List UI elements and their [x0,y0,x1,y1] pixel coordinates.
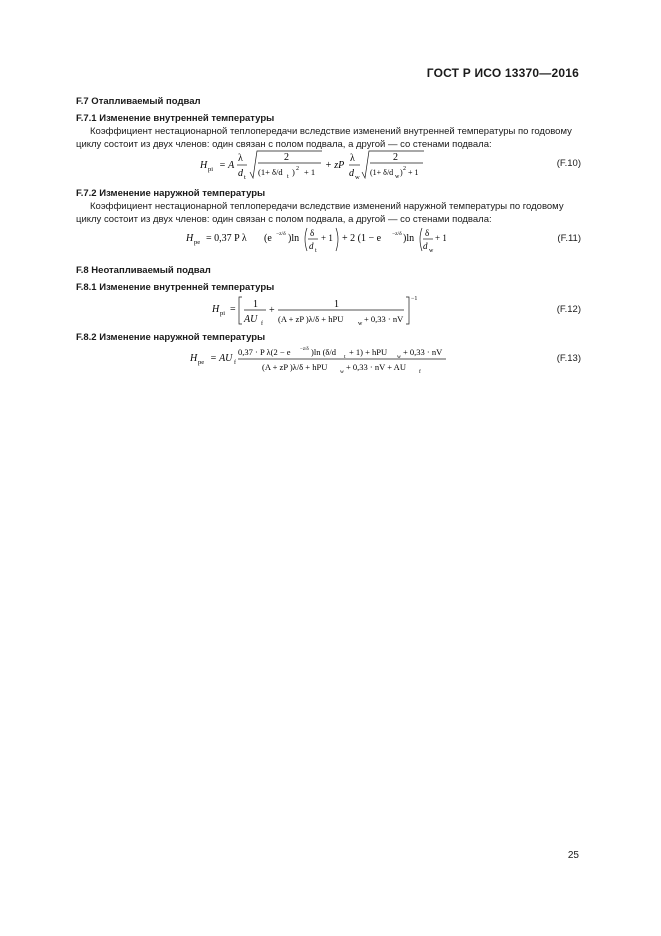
f12-bracket-l [239,297,242,324]
f13-num-mid: )ln (δ/d [311,347,337,357]
f10-sq-2: 2 [403,166,406,172]
f12-den-a-sub: f [261,321,263,327]
f10-den2-sub: w [395,174,400,180]
f13-num-sub2: w [397,354,401,360]
f13-num-end: + 0,33 · nV [403,347,443,357]
section-f71-text: Коэффициент нестационарной теплопередачи вследствие изменений внутренней температуры по годовому циклу состоит из двух членов: один связан с полом подвала, а другой — со стенами подвала: [76,126,572,150]
equation-number-f12: (F.12) [556,304,581,315]
f10-den1-sub: t [287,174,289,180]
f13-den-sub2: f [419,369,421,375]
section-f82-title: F.8.2 Изменение наружной температуры [76,332,266,343]
f13-num-sup: −z/δ [300,347,309,352]
f11-lhs: H [186,233,194,244]
f13-t1: = AU [210,353,233,364]
f13-lhs-sub: pe [198,359,205,366]
f13-num-tail: + 1) + hPU [349,347,388,357]
f11-paren-l1 [305,228,307,251]
f10-two-2: 2 [393,152,398,163]
f13-lhs: H [190,353,198,364]
f12-lhs-sub: pi [220,310,226,317]
f10-d1: d [238,168,243,179]
f12-pow: −1 [411,296,418,302]
formula-f11 [186,224,446,263]
f12-plus: + [269,305,275,316]
f11-delta-1: δ [310,228,315,238]
f12-bracket-r [406,297,409,324]
f12-den-b: (A + zP )λ/δ + hPU [278,314,344,324]
f10-den1-tail: ) [292,167,295,177]
f10-den2: (1+ δ/d [370,168,394,177]
f13-den-sub: w [340,369,344,375]
section-f72-text: Коэффициент нестационарной теплопередачи вследствие изменений наружной температуры по годовому циклу состоит из двух членов: один связан с полом подвала, а другой — со стенами подвала: [76,201,564,225]
f10-lambda-1: λ [238,153,243,164]
formula-f11-svg [186,224,446,260]
equation-number-f10: (F.10) [556,158,581,169]
f11-ln1: )ln [288,233,300,244]
f10-t1: = A [219,160,235,171]
f11-delta-2: δ [425,228,430,238]
f11-paren-l2 [420,228,422,251]
f13-t1-sub: f [234,360,236,366]
equation-number-f13: (F.13) [556,353,581,364]
f13-den: (A + zP )λ/δ + hPU [262,362,328,372]
f12-den-b-sub: w [358,321,363,327]
f11-ln2: )ln [403,233,415,244]
f11-dw: d [423,241,428,251]
f11-dw-sub: w [429,248,434,254]
f10-lhs-sub: pi [208,166,214,173]
section-f7-title: F.7 Отапливаемый подвал [76,96,201,107]
f12-eq: = [230,304,236,315]
formula-f10-svg [200,148,440,188]
f10-sq-1: 2 [296,166,299,172]
f11-dt: d [309,241,314,251]
f10-den1: (1+ δ/d [258,167,283,177]
f11-exp1-sup: −z/δ [276,231,286,237]
f12-one-2: 1 [334,299,339,310]
f10-d1-sub: t [244,174,246,181]
f12-den-a: AU [244,314,258,325]
f10-dw: d [349,168,354,179]
f10-den2-tail: ) [400,168,403,177]
section-f72-title: F.7.2 Изменение наружной температуры [76,188,266,199]
f11-exp1: (e [264,233,272,244]
f11-dt-sub: t [315,248,317,254]
f11-lhs-sub: pe [194,239,201,246]
f12-one-1: 1 [253,299,258,310]
f13-num-sub: t [344,354,346,360]
f13-num: 0,37 · P λ(2 − e [238,347,291,357]
equation-number-f11: (F.11) [557,233,581,244]
formula-f12 [212,292,428,331]
f12-den-b-tail: + 0,33 · nV [364,314,404,324]
f10-plus1-2: + 1 [408,168,419,177]
f11-paren-r1 [336,228,338,251]
f11-t1: = 0,37 P λ [206,233,247,244]
f10-dw-sub: w [355,174,360,181]
f12-lhs: H [212,304,220,315]
f10-lhs: H [200,160,208,171]
f13-den-end: + 0,33 · nV + AU [346,362,406,372]
document-header-id: ГОСТ Р ИСО 13370—2016 [426,66,579,80]
f11-t2: + 2 (1 − e [342,233,382,244]
formula-f13-svg [190,344,450,376]
formula-f10 [200,148,440,191]
f11-plus1-1: + 1 [321,233,333,243]
f10-mid: + zP [325,160,345,171]
section-f81-title: F.8.1 Изменение внутренней температуры [76,282,275,293]
page-number: 25 [567,850,579,861]
section-f8-title: F.8 Неотапливаемый подвал [76,265,211,276]
f10-plus1-1: + 1 [304,167,316,177]
f10-lambda-2: λ [350,153,355,164]
f10-two-1: 2 [284,152,289,163]
section-f71-title: F.7.1 Изменение внутренней температуры [76,113,275,124]
f11-exp2-sup: −z/δ [392,231,402,237]
f11-plus1-2: + 1 [435,233,446,243]
formula-f12-svg [212,292,428,328]
formula-f13 [190,344,450,379]
